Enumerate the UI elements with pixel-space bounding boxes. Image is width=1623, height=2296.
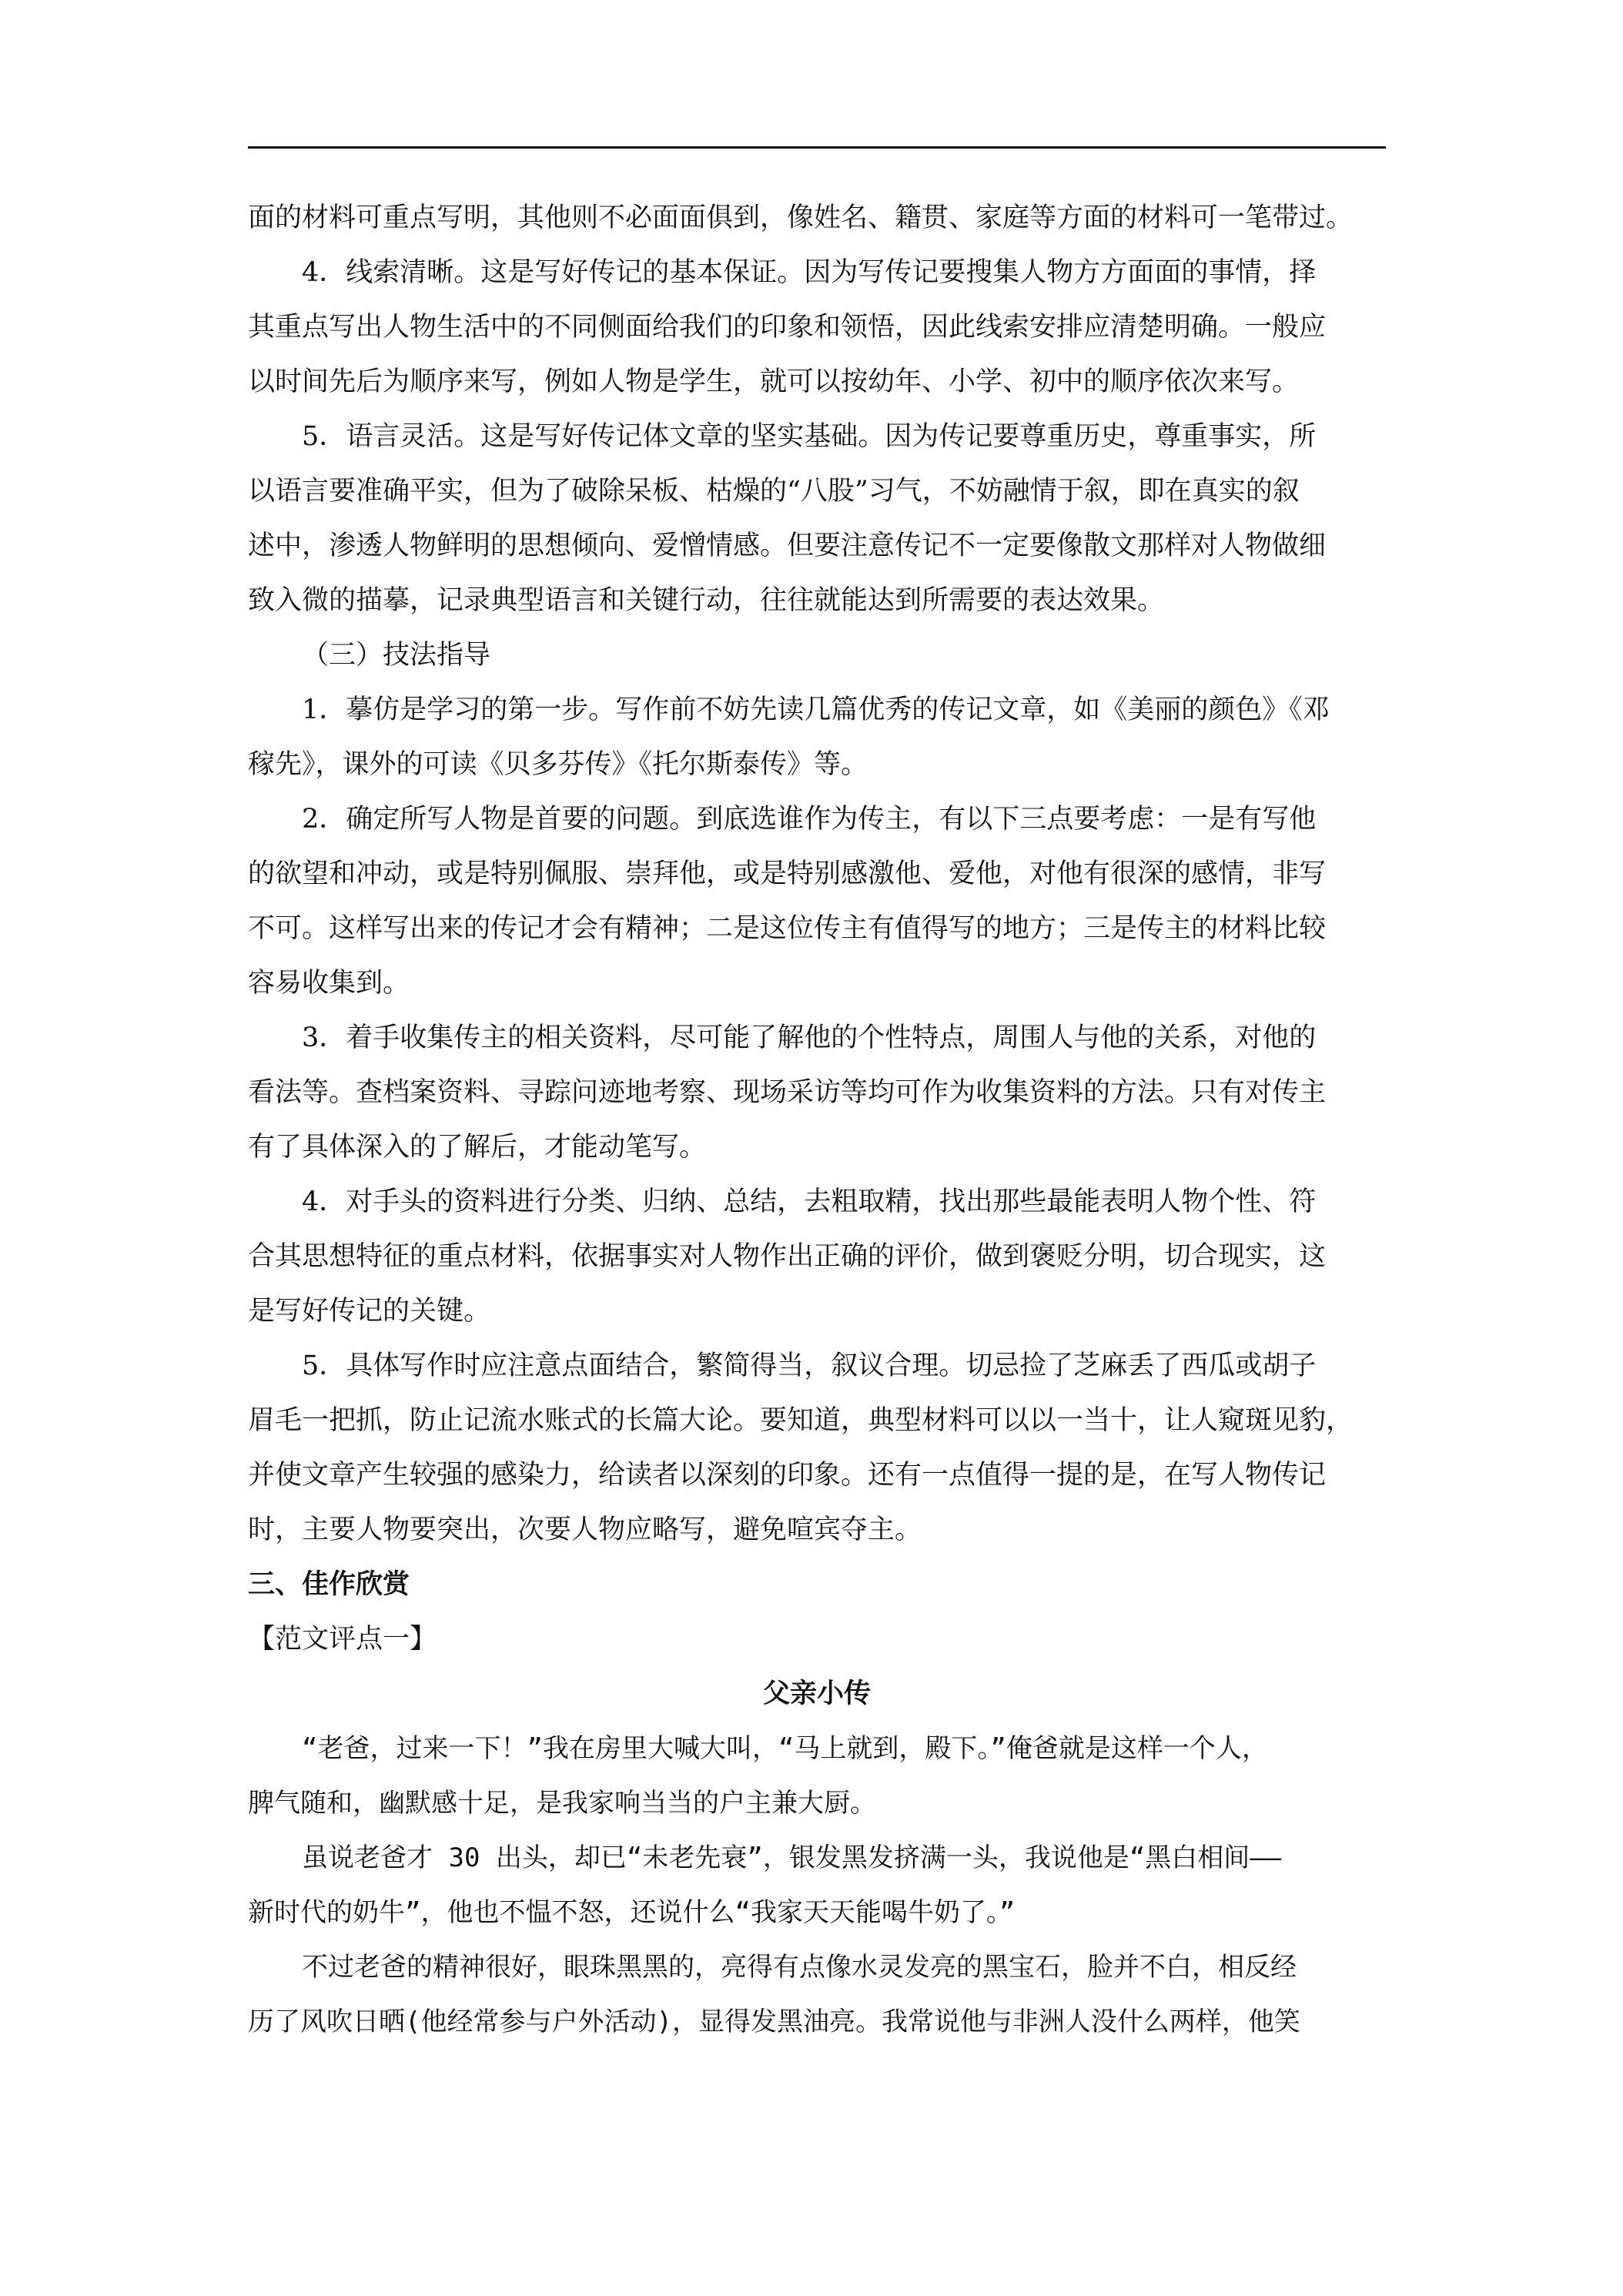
text-line: 的欲望和冲动，或是特别佩服、崇拜他，或是特别感激他、爱他，对他有很深的感情，非写: [248, 858, 1327, 889]
essay-line: 新时代的奶牛”，他也不愠不怒，还说什么“我家天天能喝牛奶了。”: [248, 1897, 1016, 1928]
text-line: 致入微的描摹，记录典型语言和关键行动，往往就能达到所需要的表达效果。: [248, 585, 1165, 616]
text-line: 述中，渗透人物鲜明的思想倾向、爱憎情感。但要注意传记不一定要像散文那样对人物做细: [248, 530, 1327, 561]
header-rule: [248, 146, 1386, 149]
essay-line: 不过老爸的精神很好，眼珠黑黑的，亮得有点像水灵发亮的黑宝石，脸并不白，相反经: [302, 1952, 1297, 1983]
essay-title: 父亲小传: [762, 1678, 871, 1709]
text-line: 1．摹仿是学习的第一步。写作前不妨先读几篇优秀的传记文章，如《美丽的颜色》《邓: [302, 694, 1330, 725]
text-line: 时，主要人物要突出，次要人物应略写，避免喧宾夺主。: [248, 1514, 922, 1545]
section-subheading: （三）技法指导: [302, 640, 491, 671]
text-line: 有了具体深入的了解后，才能动笔写。: [248, 1132, 707, 1163]
text-line: 合其思想特征的重点材料，依据事实对人物作出正确的评价，做到褒贬分明，切合现实，这: [248, 1241, 1327, 1272]
essay-line: 脾气随和，幽默感十足，是我家响当当的户主兼大厨。: [248, 1788, 876, 1819]
text-line: 以时间先后为顺序来写，例如人物是学生，就可以按幼年、小学、初中的顺序依次来写。: [248, 366, 1300, 397]
text-line: 看法等。查档案资料、寻踪问迹地考察、现场采访等均可作为收集资料的方法。只有对传主: [248, 1077, 1327, 1108]
essay-line: 虽说老爸才 30 出头，却已“未老先衰”，银发黑发挤满一头，我说他是“黑白相间——: [302, 1842, 1282, 1873]
text-line: 稼先》，课外的可读《贝多芬传》《托尔斯泰传》等。: [248, 749, 868, 780]
text-line: 以语言要准确平实，但为了破除呆板、枯燥的“八股”习气，不妨融情于叙，即在真实的叙: [248, 476, 1300, 507]
text-line: 4．对手头的资料进行分类、归纳、总结，去粗取精，找出那些最能表明人物个性、符: [302, 1186, 1317, 1217]
sample-label: 【范文评点一】: [248, 1624, 437, 1655]
text-line: 其重点写出人物生活中的不同侧面给我们的印象和领悟，因此线索安排应清楚明确。一般应: [248, 312, 1327, 343]
text-line: 4．线索清晰。这是写好传记的基本保证。因为写传记要搜集人物方方面面的事情，择: [302, 257, 1317, 288]
text-line: 容易收集到。: [248, 968, 410, 999]
text-line: 5．语言灵活。这是写好传记体文章的坚实基础。因为传记要尊重历史，尊重事实，所: [302, 421, 1317, 452]
text-line: 眉毛一把抓，防止记流水账式的长篇大论。要知道，典型材料可以以一当十，让人窥斑见豹，: [248, 1405, 1354, 1436]
text-line: 2．确定所写人物是首要的问题。到底选谁作为传主，有以下三点要考虑：一是有写他: [302, 804, 1317, 835]
essay-line: “老爸，过来一下！”我在房里大喊大叫，“马上就到，殿下。”俺爸就是这样一个人，: [302, 1733, 1268, 1764]
text-line: 是写好传记的关键。: [248, 1296, 491, 1327]
text-line: 3．着手收集传主的相关资料，尽可能了解他的个性特点，周围人与他的关系，对他的: [302, 1022, 1317, 1053]
text-line: 5．具体写作时应注意点面结合，繁简得当，叙议合理。切忌捡了芝麻丢了西瓜或胡子: [302, 1350, 1317, 1381]
essay-line: 历了风吹日晒(他经常参与户外活动)，显得发黑油亮。我常说他与非洲人没什么两样，他笑: [248, 2006, 1300, 2037]
text-line: 并使文章产生较强的感染力，给读者以深刻的印象。还有一点值得一提的是，在写人物传记: [248, 1460, 1327, 1491]
text-line: 不可。这样写出来的传记才会有精神；二是这位传主有值得写的地方；三是传主的材料比较: [248, 913, 1327, 944]
section-heading: 三、佳作欣赏: [248, 1569, 410, 1600]
text-line: 面的材料可重点写明，其他则不必面面俱到，像姓名、籍贯、家庭等方面的材料可一笔带过。: [248, 202, 1354, 233]
document-body: [248, 191, 1386, 2050]
